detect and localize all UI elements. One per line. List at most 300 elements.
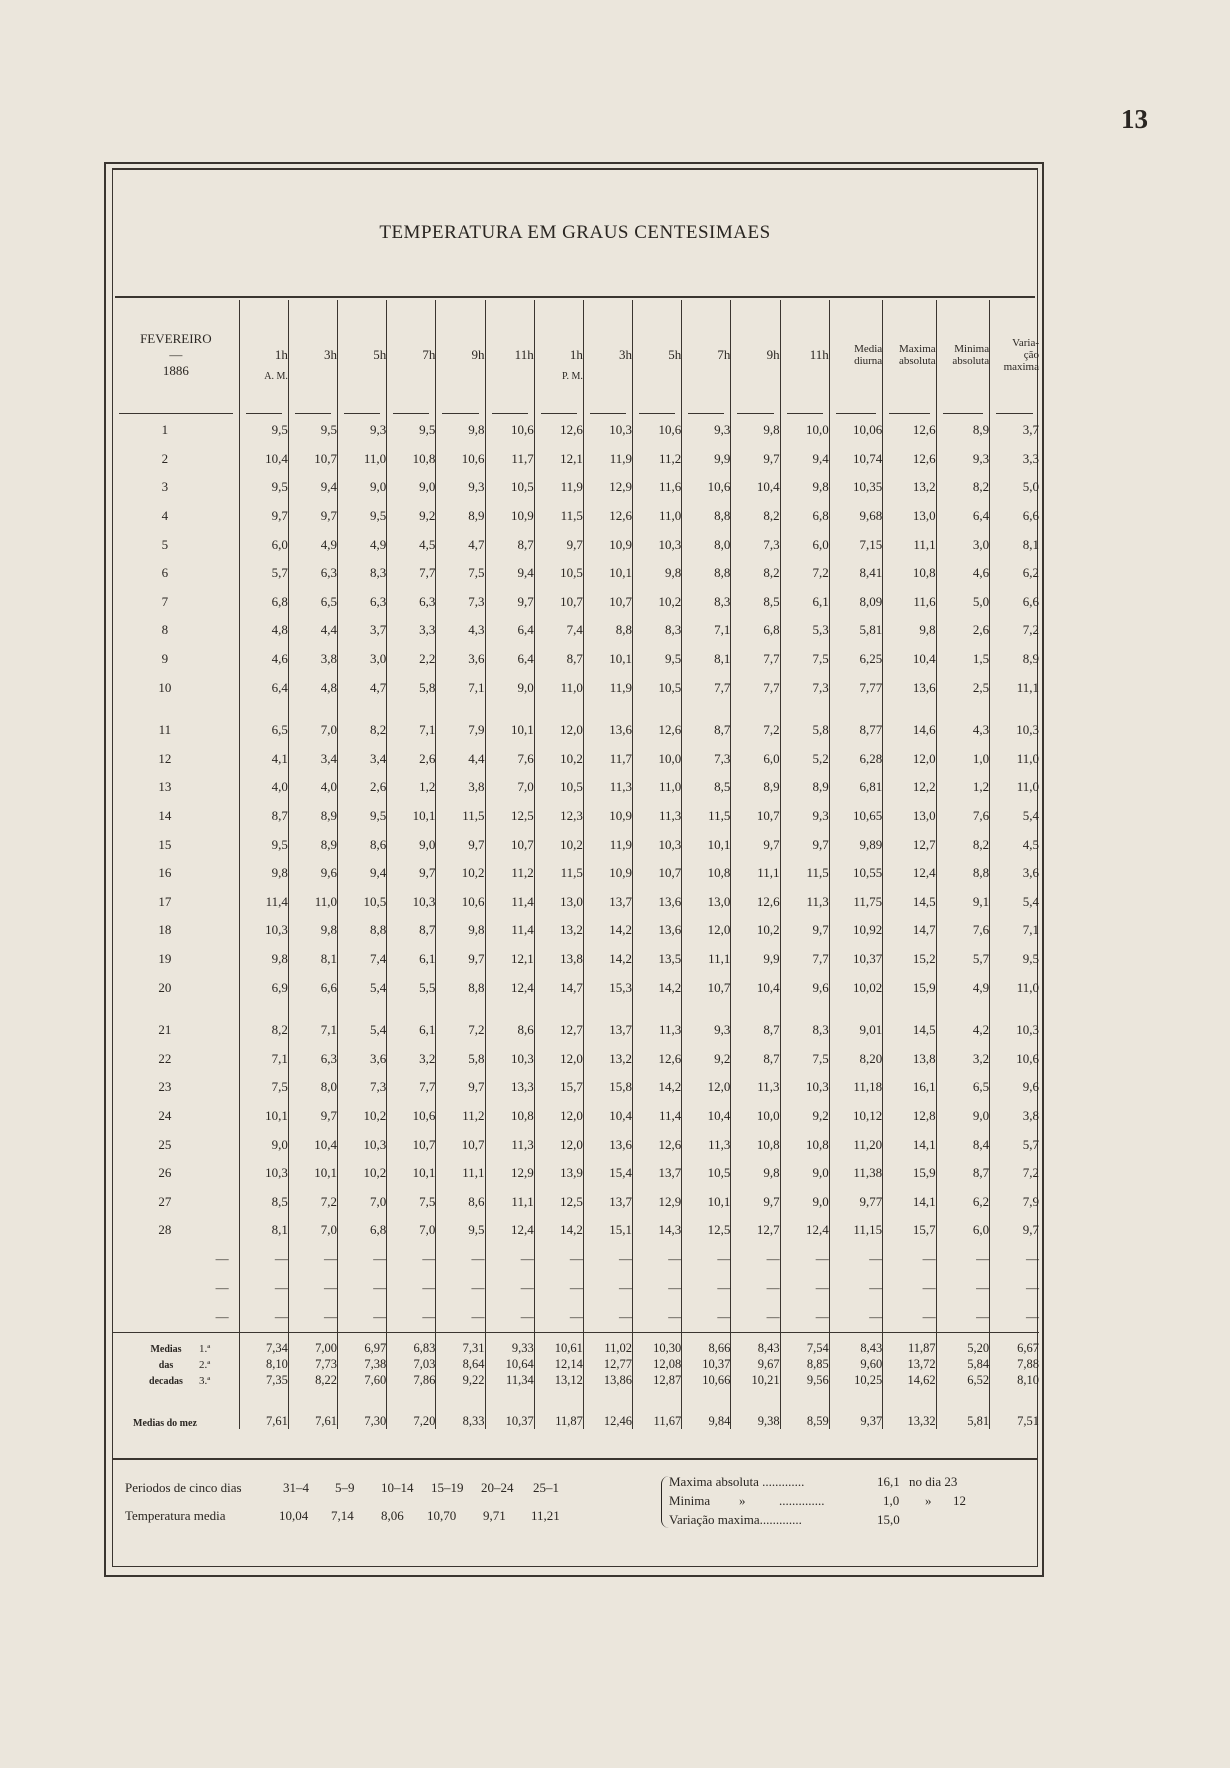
dash-cell: — [215,1251,229,1267]
day-number: 13 [158,779,172,795]
month-mean-cell: 11,67 [633,1389,682,1429]
decade-label-text: das [158,1359,174,1371]
value-cell: 9,7 [288,502,337,531]
value-cell: 7,1 [239,1044,288,1073]
dash-cell: — [829,1274,882,1303]
table-frame [104,162,1044,1577]
decade-mean-cell: 9,22 [436,1373,485,1389]
value-cell: 10,8 [731,1130,780,1159]
value-cell: 12,4 [485,1216,534,1245]
value-cell: 11,5 [534,502,583,531]
underline [688,413,724,414]
value-cell: 9,7 [534,530,583,559]
value-cell: 6,6 [288,973,337,1002]
dash-cell: — [731,1303,780,1333]
value-cell: 7,2 [731,716,780,745]
table-row [113,559,1039,588]
periods-label: Periodos de cinco dias [125,1480,242,1495]
decade-gap [113,702,1039,716]
header-text: Maxima [898,343,936,355]
dash-cell: — [583,1303,632,1333]
value-cell: 13,0 [883,802,936,831]
value-cell: 10,7 [436,1130,485,1159]
value-cell: 11,0 [288,888,337,917]
value-cell: 9,5 [633,645,682,674]
value-cell: 11,2 [436,1102,485,1131]
dash-cell: — [485,1274,534,1303]
value-cell: 10,4 [288,1130,337,1159]
decade-mean-cell: 6,97 [338,1333,387,1357]
day-number: 20 [158,979,172,995]
value-cell: 14,2 [534,1216,583,1245]
value-cell: 8,09 [829,588,882,617]
value-cell: 8,8 [936,859,989,888]
value-cell: 3,7 [990,416,1039,445]
value-cell: 9,0 [780,1159,829,1188]
value-cell: 11,0 [338,445,387,474]
value-cell: 7,1 [288,1016,337,1045]
decade-label [113,1333,239,1357]
value-cell: 6,3 [288,559,337,588]
value-cell: 14,5 [883,888,936,917]
table-row [113,973,1039,1002]
value-cell: 10,1 [387,802,436,831]
value-cell: 13,0 [883,502,936,531]
value-cell: 10,6 [990,1044,1039,1073]
period: 25–1 [533,1480,559,1495]
value-cell: 4,7 [338,673,387,702]
value-cell: 12,9 [485,1159,534,1188]
month-name: FEVEREIRO [140,331,212,346]
value-cell: 3,4 [288,745,337,774]
underline [344,413,380,414]
dash-cell: — [682,1274,731,1303]
dash-cell: — [338,1274,387,1303]
header-text: Minima [954,343,990,355]
value-cell: 11,0 [534,673,583,702]
value-cell: 9,4 [780,445,829,474]
day-number: 9 [161,651,169,667]
value-cell: 8,2 [239,1016,288,1045]
dash-cell: — [239,1303,288,1333]
value-cell: 10,74 [829,445,882,474]
value-cell: 7,3 [731,530,780,559]
value-cell: 7,3 [780,673,829,702]
value-cell: 10,3 [583,416,632,445]
value-cell: 7,0 [288,716,337,745]
value-cell: 12,4 [780,1216,829,1245]
value-cell: 11,0 [990,745,1039,774]
table-row [113,716,1039,745]
value-cell: 8,8 [583,616,632,645]
value-cell: 13,6 [633,916,682,945]
value-cell: 11,5 [534,859,583,888]
value-cell: 8,9 [288,802,337,831]
hour-label: 7h [717,347,731,362]
decade-mean-cell: 11,34 [485,1373,534,1389]
value-cell: 7,5 [387,1187,436,1216]
value-cell: 8,9 [936,416,989,445]
value-cell: 6,25 [829,645,882,674]
value-cell: 13,6 [633,888,682,917]
value-cell: 10,9 [583,530,632,559]
value-cell: 8,3 [682,588,731,617]
underline [246,413,282,414]
value-cell: 10,6 [633,416,682,445]
value-cell: 12,5 [534,1187,583,1216]
dash-cell: — [990,1274,1039,1303]
value-cell: 10,06 [829,416,882,445]
value-cell: 10,0 [731,1102,780,1131]
underline [119,413,233,414]
dash-cell: — [436,1303,485,1333]
day-number: 11 [158,722,172,738]
header-text: Media [854,343,883,355]
value-cell: 11,0 [990,973,1039,1002]
decade-mean-cell: 6,83 [387,1333,436,1357]
period: 10–14 [381,1480,414,1495]
value-cell: 6,5 [239,716,288,745]
day-number: 16 [158,865,172,881]
max-absolute-label: Maxima absoluta ............. [669,1474,805,1489]
decade-label [113,1357,239,1373]
underline [590,413,626,414]
value-cell: 9,8 [436,416,485,445]
value-cell: 8,7 [731,1044,780,1073]
temperature-table [113,300,1039,1429]
value-cell: 11,6 [883,588,936,617]
day-number: 18 [158,922,172,938]
value-cell: 12,0 [534,1102,583,1131]
hour-label: 7h [422,347,436,362]
value-cell: 10,8 [780,1130,829,1159]
dash-cell: — [387,1303,436,1333]
decade-mean-cell: 7,86 [387,1373,436,1389]
value-cell: 9,8 [633,559,682,588]
month-mean-cell: 12,46 [583,1389,632,1429]
value-cell: 7,7 [387,1073,436,1102]
value-cell: 7,6 [485,745,534,774]
value-cell: 6,1 [387,945,436,974]
month-mean-cell: 8,33 [436,1389,485,1429]
value-cell: 8,1 [682,645,731,674]
value-cell: 6,4 [485,616,534,645]
month-mean-cell: 10,37 [485,1389,534,1429]
value-cell: 10,3 [633,530,682,559]
value-cell: 9,8 [436,916,485,945]
table-row [113,1016,1039,1045]
value-cell: 5,81 [829,616,882,645]
value-cell: 11,0 [633,502,682,531]
day-number: 3 [161,479,169,495]
value-cell: 7,7 [682,673,731,702]
value-cell: 14,5 [883,1016,936,1045]
dash-cell: — [731,1274,780,1303]
decade-mean-cell: 7,00 [288,1333,337,1357]
hour-header [436,300,485,410]
value-cell: 9,5 [338,502,387,531]
value-cell: 14,2 [633,973,682,1002]
value-cell: 13,3 [485,1073,534,1102]
dash-cell: — [583,1274,632,1303]
value-cell: 15,4 [583,1159,632,1188]
value-cell: 10,5 [633,673,682,702]
decade-mark: 1.ª [199,1342,211,1355]
value-cell: 10,2 [436,859,485,888]
value-cell: 11,1 [436,1159,485,1188]
value-cell: 7,0 [387,1216,436,1245]
gap-cell [113,702,239,716]
month-mean-cell: 7,30 [338,1389,387,1429]
decade-mean-cell: 8,43 [829,1333,882,1357]
value-cell: 10,3 [633,830,682,859]
gap-cell [780,702,829,716]
month-mean-cell: 9,37 [829,1389,882,1429]
value-cell: 11,1 [990,673,1039,702]
value-cell: 8,2 [731,559,780,588]
decade-mean-cell: 8,64 [436,1357,485,1373]
value-cell: 7,9 [436,716,485,745]
dash-cell: — [829,1245,882,1274]
day-number: 4 [161,508,169,524]
value-cell: 8,8 [682,502,731,531]
value-cell: 8,4 [936,1130,989,1159]
table-row [113,745,1039,774]
value-cell: 12,8 [883,1102,936,1131]
value-cell: 8,9 [436,502,485,531]
value-cell: 5,0 [936,588,989,617]
month-mean-cell: 7,20 [387,1389,436,1429]
table-row [113,830,1039,859]
value-cell: 7,2 [780,559,829,588]
hour-header [583,300,632,410]
value-cell: 15,3 [583,973,632,1002]
value-cell: 10,3 [338,1130,387,1159]
gap-cell [288,702,337,716]
value-cell: 4,5 [990,830,1039,859]
value-cell: 1,2 [387,773,436,802]
value-cell: 2,6 [936,616,989,645]
month-dash: — [169,347,183,362]
value-cell: 13,9 [534,1159,583,1188]
value-cell: 13,2 [883,473,936,502]
value-cell: 13,2 [534,916,583,945]
value-cell: 5,7 [936,945,989,974]
value-cell: 6,8 [731,616,780,645]
value-cell: 1,2 [936,773,989,802]
decade-gap [113,1002,1039,1016]
value-cell: 10,1 [583,559,632,588]
page-number: 13 [1121,104,1148,134]
month-mean-cell: 7,61 [288,1389,337,1429]
value-cell: 8,7 [534,645,583,674]
value-cell: 6,4 [485,645,534,674]
dash-cell: — [583,1245,632,1274]
value-cell: 2,5 [936,673,989,702]
value-cell: 4,2 [936,1016,989,1045]
header-text: diurna [854,355,883,367]
value-cell: 11,4 [239,888,288,917]
table-row [113,445,1039,474]
gap-cell [583,1002,632,1016]
value-cell: 11,4 [485,916,534,945]
value-cell: 7,7 [731,645,780,674]
value-cell: 10,55 [829,859,882,888]
value-cell: 12,7 [534,1016,583,1045]
gap-cell [288,1002,337,1016]
header-text: ção [1023,349,1039,361]
empty-day-row [113,1245,1039,1274]
value-cell: 10,7 [534,588,583,617]
value-cell: 11,9 [583,673,632,702]
hour-header [338,300,387,410]
value-cell: 9,0 [387,473,436,502]
value-cell: 10,2 [338,1102,387,1131]
value-cell: 10,2 [731,916,780,945]
decade-mean-cell: 8,10 [990,1373,1039,1389]
value-cell: 13,0 [682,888,731,917]
value-cell: 4,4 [288,616,337,645]
value-cell: 15,9 [883,1159,936,1188]
value-cell: 9,4 [485,559,534,588]
dash-cell: — [485,1303,534,1333]
value-cell: 9,5 [239,830,288,859]
value-cell: 9,0 [936,1102,989,1131]
decade-mean-cell: 8,43 [731,1333,780,1357]
value-cell: 4,4 [436,745,485,774]
table-row [113,1216,1039,1245]
value-cell: 9,2 [780,1102,829,1131]
value-cell: 9,7 [436,830,485,859]
value-cell: 10,02 [829,973,882,1002]
value-cell: 5,4 [990,888,1039,917]
value-cell: 3,8 [288,645,337,674]
value-cell: 6,81 [829,773,882,802]
dash-cell: — [731,1245,780,1274]
footer-rule [113,1458,1037,1460]
gap-cell [829,1002,882,1016]
value-cell: 10,9 [485,502,534,531]
value-cell: 9,7 [731,445,780,474]
decade-mean-cell: 5,20 [936,1333,989,1357]
month-mean-cell: 7,51 [990,1389,1039,1429]
decade-mean-cell: 7,34 [239,1333,288,1357]
gap-cell [239,702,288,716]
table-row [113,802,1039,831]
value-cell: 10,3 [780,1073,829,1102]
ditto-mark: » [739,1493,746,1508]
period: 31–4 [283,1480,309,1495]
value-cell: 11,5 [780,859,829,888]
value-cell: 11,1 [682,945,731,974]
value-cell: 9,7 [731,1187,780,1216]
value-cell: 10,7 [387,1130,436,1159]
value-cell: 9,9 [731,945,780,974]
variacao-maxima-header [990,300,1039,410]
value-cell: 4,5 [387,530,436,559]
value-cell: 6,2 [990,559,1039,588]
value-cell: 8,2 [936,473,989,502]
value-cell: 11,3 [633,1016,682,1045]
am-label: A. M. [264,370,288,382]
underline [492,413,528,414]
table-frame-inner [112,168,1038,1567]
value-cell: 8,6 [436,1187,485,1216]
day-number: 27 [158,1193,172,1209]
value-cell: 11,2 [485,859,534,888]
dash-cell: — [485,1245,534,1274]
value-cell: 3,0 [936,530,989,559]
dash-cell: — [534,1274,583,1303]
value-cell: 10,8 [682,859,731,888]
gap-cell [633,1002,682,1016]
value-cell: 9,68 [829,502,882,531]
day-number: 24 [158,1107,172,1123]
value-cell: 10,2 [633,588,682,617]
max-absolute-value: 16,1 [877,1474,900,1489]
month-mean-cell: 7,61 [239,1389,288,1429]
underline [639,413,675,414]
value-cell: 7,7 [780,945,829,974]
gap-cell [485,702,534,716]
value-cell: 7,5 [436,559,485,588]
value-cell: 9,7 [436,1073,485,1102]
value-cell: 4,0 [288,773,337,802]
value-cell: 6,4 [239,673,288,702]
table-row [113,945,1039,974]
hour-label: 1h [569,346,583,362]
value-cell: 5,5 [387,973,436,1002]
decade-mean-cell: 12,77 [583,1357,632,1373]
value-cell: 14,1 [883,1187,936,1216]
value-cell: 9,89 [829,830,882,859]
hour-label: 1h [274,346,288,362]
value-cell: 13,7 [583,1016,632,1045]
gap-cell [387,1002,436,1016]
value-cell: 8,3 [633,616,682,645]
value-cell: 4,9 [338,530,387,559]
dash-cell: — [436,1245,485,1274]
dash-cell: — [288,1274,337,1303]
hour-label: 9h [471,347,485,362]
value-cell: 10,12 [829,1102,882,1131]
decade-mark: 2.ª [199,1358,211,1371]
value-cell: 7,2 [990,616,1039,645]
decade-mean-cell: 10,64 [485,1357,534,1373]
period-temperature: 10,04 [279,1508,309,1523]
month-mean-row [113,1389,1039,1429]
value-cell: 9,9 [682,445,731,474]
hour-label: 5h [373,347,387,362]
decade-mean-cell: 7,38 [338,1357,387,1373]
value-cell: 9,2 [682,1044,731,1073]
value-cell: 3,4 [338,745,387,774]
value-cell: 8,3 [338,559,387,588]
decade-mark: 3.ª [199,1374,211,1387]
value-cell: 10,2 [534,830,583,859]
value-cell: 9,3 [436,473,485,502]
value-cell: 6,0 [780,530,829,559]
value-cell: 10,7 [583,588,632,617]
value-cell: 10,3 [990,1016,1039,1045]
dash-cell: — [780,1303,829,1333]
value-cell: 11,2 [633,445,682,474]
dash-cell: — [936,1303,989,1333]
table-row [113,645,1039,674]
hour-header [780,300,829,410]
value-cell: 11,3 [682,1130,731,1159]
value-cell: 9,5 [387,416,436,445]
